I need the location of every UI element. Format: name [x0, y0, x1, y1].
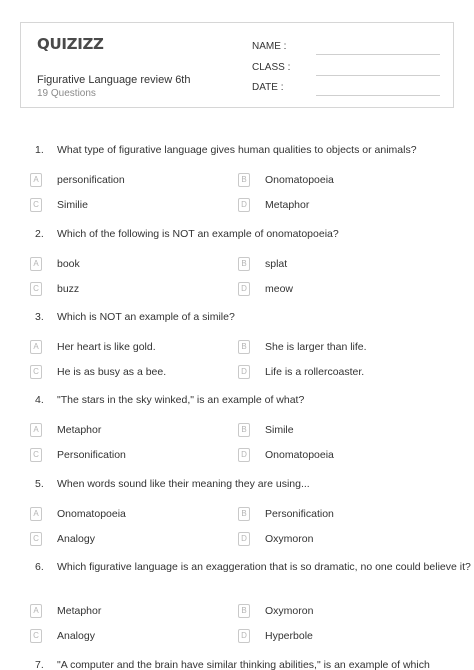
option-letter-box: D — [238, 198, 250, 212]
option-letter-box: C — [30, 198, 42, 212]
option-letter-box: C — [30, 282, 42, 296]
question-number: 5. — [35, 478, 44, 490]
option-text: Personification — [265, 508, 334, 520]
worksheet-title: Figurative Language review 6th — [37, 74, 191, 86]
question-number: 4. — [35, 394, 44, 406]
option-text: Oxymoron — [265, 533, 314, 545]
option-text: Metaphor — [57, 424, 102, 436]
date-line[interactable] — [316, 95, 440, 96]
option-text: He is as busy as a bee. — [57, 366, 167, 378]
option-text: splat — [265, 258, 288, 270]
class-field[interactable] — [252, 62, 440, 76]
quizizz-logo: QUIZIZZ — [37, 35, 104, 53]
option-text: Onomatopoeia — [57, 508, 126, 520]
option-letter-box: A — [30, 507, 42, 521]
option-letter-box: A — [30, 257, 42, 271]
option-letter-box: D — [238, 532, 250, 546]
option-text: Metaphor — [57, 605, 102, 617]
class-label: CLASS : — [252, 62, 291, 73]
option-text: Analogy — [57, 533, 95, 545]
option-text: She is larger than life. — [265, 341, 367, 353]
option-letter-box: C — [30, 365, 42, 379]
option-text: Personification — [57, 449, 126, 461]
question-text: Which figurative language is an exaggeration that is so dramatic, no one could believe it? — [57, 561, 471, 573]
option-letter-box: C — [30, 629, 42, 643]
option-letter-box: B — [238, 340, 250, 354]
option-letter-box: D — [238, 629, 250, 643]
option-text: Her heart is like gold. — [57, 341, 156, 353]
option-letter-box: C — [30, 532, 42, 546]
question-number: 2. — [35, 228, 44, 240]
option-letter-box: B — [238, 423, 250, 437]
option-letter-box: A — [30, 423, 42, 437]
option-letter-box: D — [238, 282, 250, 296]
question-text: Which is NOT an example of a simile? — [57, 311, 235, 323]
option-letter-box: B — [238, 257, 250, 271]
option-letter-box: D — [238, 365, 250, 379]
option-letter-box: A — [30, 604, 42, 618]
option-text: Metaphor — [265, 199, 310, 211]
option-text: buzz — [57, 283, 80, 295]
question-text: "A computer and the brain have similar thinking abilities," is an example of which — [57, 659, 430, 670]
option-text: Analogy — [57, 630, 95, 642]
question-text: What type of figurative language gives human qualities to objects or animals? — [57, 144, 417, 156]
option-letter-box: A — [30, 340, 42, 354]
option-text: Hyperbole — [265, 630, 313, 642]
option-letter-box: B — [238, 173, 250, 187]
question-text: Which of the following is NOT an example of onomatopoeia? — [57, 228, 339, 240]
question-text: "The stars in the sky winked," is an example of what? — [57, 394, 305, 406]
date-label: DATE : — [252, 82, 284, 93]
question-count: 19 Questions — [37, 88, 96, 99]
worksheet-header — [20, 22, 454, 108]
option-text: Life is a rollercoaster. — [265, 366, 365, 378]
question-text: When words sound like their meaning they are using... — [57, 478, 310, 490]
question-number: 6. — [35, 561, 44, 573]
date-field[interactable] — [252, 82, 440, 96]
option-text: Simile — [265, 424, 294, 436]
option-text: Onomatopoeia — [265, 174, 334, 186]
option-letter-box: B — [238, 507, 250, 521]
option-text: personification — [57, 174, 125, 186]
option-text: Oxymoron — [265, 605, 314, 617]
name-label: NAME : — [252, 41, 287, 52]
question-number: 1. — [35, 144, 44, 156]
option-text: Onomatopoeia — [265, 449, 334, 461]
question-number: 7. — [35, 659, 44, 670]
option-letter-box: A — [30, 173, 42, 187]
option-letter-box: C — [30, 448, 42, 462]
question-number: 3. — [35, 311, 44, 323]
class-line[interactable] — [316, 75, 440, 76]
option-text: meow — [265, 283, 294, 295]
name-field[interactable] — [252, 41, 440, 55]
option-text: Similie — [57, 199, 88, 211]
name-line[interactable] — [316, 54, 440, 55]
option-text: book — [57, 258, 80, 270]
option-letter-box: D — [238, 448, 250, 462]
option-letter-box: B — [238, 604, 250, 618]
